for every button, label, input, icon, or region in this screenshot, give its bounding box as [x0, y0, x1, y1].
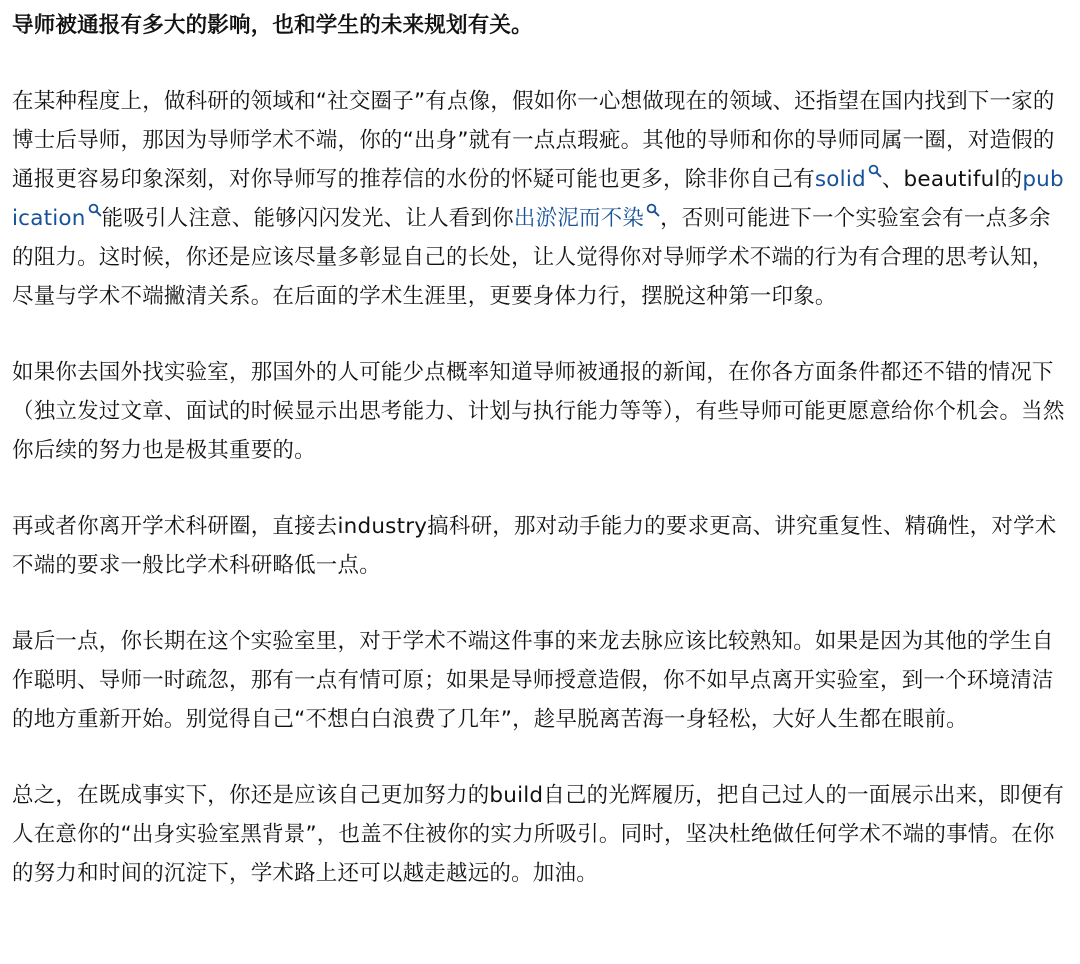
search-icon	[646, 203, 660, 217]
paragraph-4: 最后一点，你长期在这个实验室里，对于学术不端这件事的来龙去脉应该比较熟知。如果是因为其他的学生自作聪明、导师一时疏忽，那有一点有情可原；如果是导师授意造假，你不如早点离开实验室，到一个环境清洁的地方重新开始。别觉得自己“不想白白浪费了几年”，趁早脱离苦海一身轻松，大好人生都在眼前。	[12, 629, 1054, 732]
keyword-link-chuyunibuiran[interactable]	[514, 206, 660, 231]
paragraph-1-text-1: 在某种程度上，做科研的领域和“社交圈子”有点像，假如你一心想做现在的领域、还指望在国内找到下一家的博士后导师，那因为导师学术不端，你的“出身”就有一点点瑕疵。其他的导师和你的导师同属一圈，对造假的通报更容易印象深刻，对你导师写的推荐信的水份的怀疑可能也更多，除非你自己有	[12, 89, 1055, 192]
paragraph-1	[12, 82, 1066, 316]
search-icon	[88, 203, 102, 217]
keyword-link-pubication-label: pubication	[12, 167, 1064, 231]
paragraph-2: 如果你去国外找实验室，那国外的人可能少点概率知道导师被通报的新闻，在你各方面条件都还不错的情况下（独立发过文章、面试的时候显示出思考能力、计划与执行能力等等），有些导师可能更愿意给你个机会。当然你后续的努力也是极其重要的。	[12, 360, 1065, 463]
paragraph-3: 再或者你离开学术科研圈，直接去industry搞科研，那对动手能力的要求更高、讲究重复性、精确性，对学术不端的要求一般比学术科研略低一点。	[12, 514, 1057, 578]
paragraph-5: 总之，在既成事实下，你还是应该自己更加努力的build自己的光辉履历，把自己过人的一面展示出来，即便有人在意你的“出身实验室黑背景”，也盖不住被你的实力所吸引。同时，坚决杜绝做任何学术不端的事情。在你的努力和时间的沉淀下，学术路上还可以越走越远的。加油。	[12, 783, 1065, 886]
paragraph-1-text-2: 、beautiful的	[881, 167, 1023, 192]
keyword-link-chuyunibuiran-label: 出淤泥而不染	[513, 206, 645, 231]
answer-body	[12, 6, 1066, 893]
paragraph-1-text-3: 能吸引人注意、能够闪闪发光、让人看到你	[101, 206, 514, 231]
keyword-link-solid[interactable]	[815, 167, 882, 192]
search-icon	[868, 164, 882, 178]
paragraph-1-text-4: ，否则可能进下一个实验室会有一点多余的阻力。这时候，你还是应该尽量多彰显自己的长处，让人觉得你对导师学术不端的行为有合理的思考认知，尽量与学术不端撇清关系。在后面的学术生涯里，更要身体力行，摆脱这种第一印象。	[12, 206, 1054, 309]
answer-heading: 导师被通报有多大的影响，也和学生的未来规划有关。	[12, 13, 533, 38]
keyword-link-solid-label: solid	[814, 167, 866, 192]
